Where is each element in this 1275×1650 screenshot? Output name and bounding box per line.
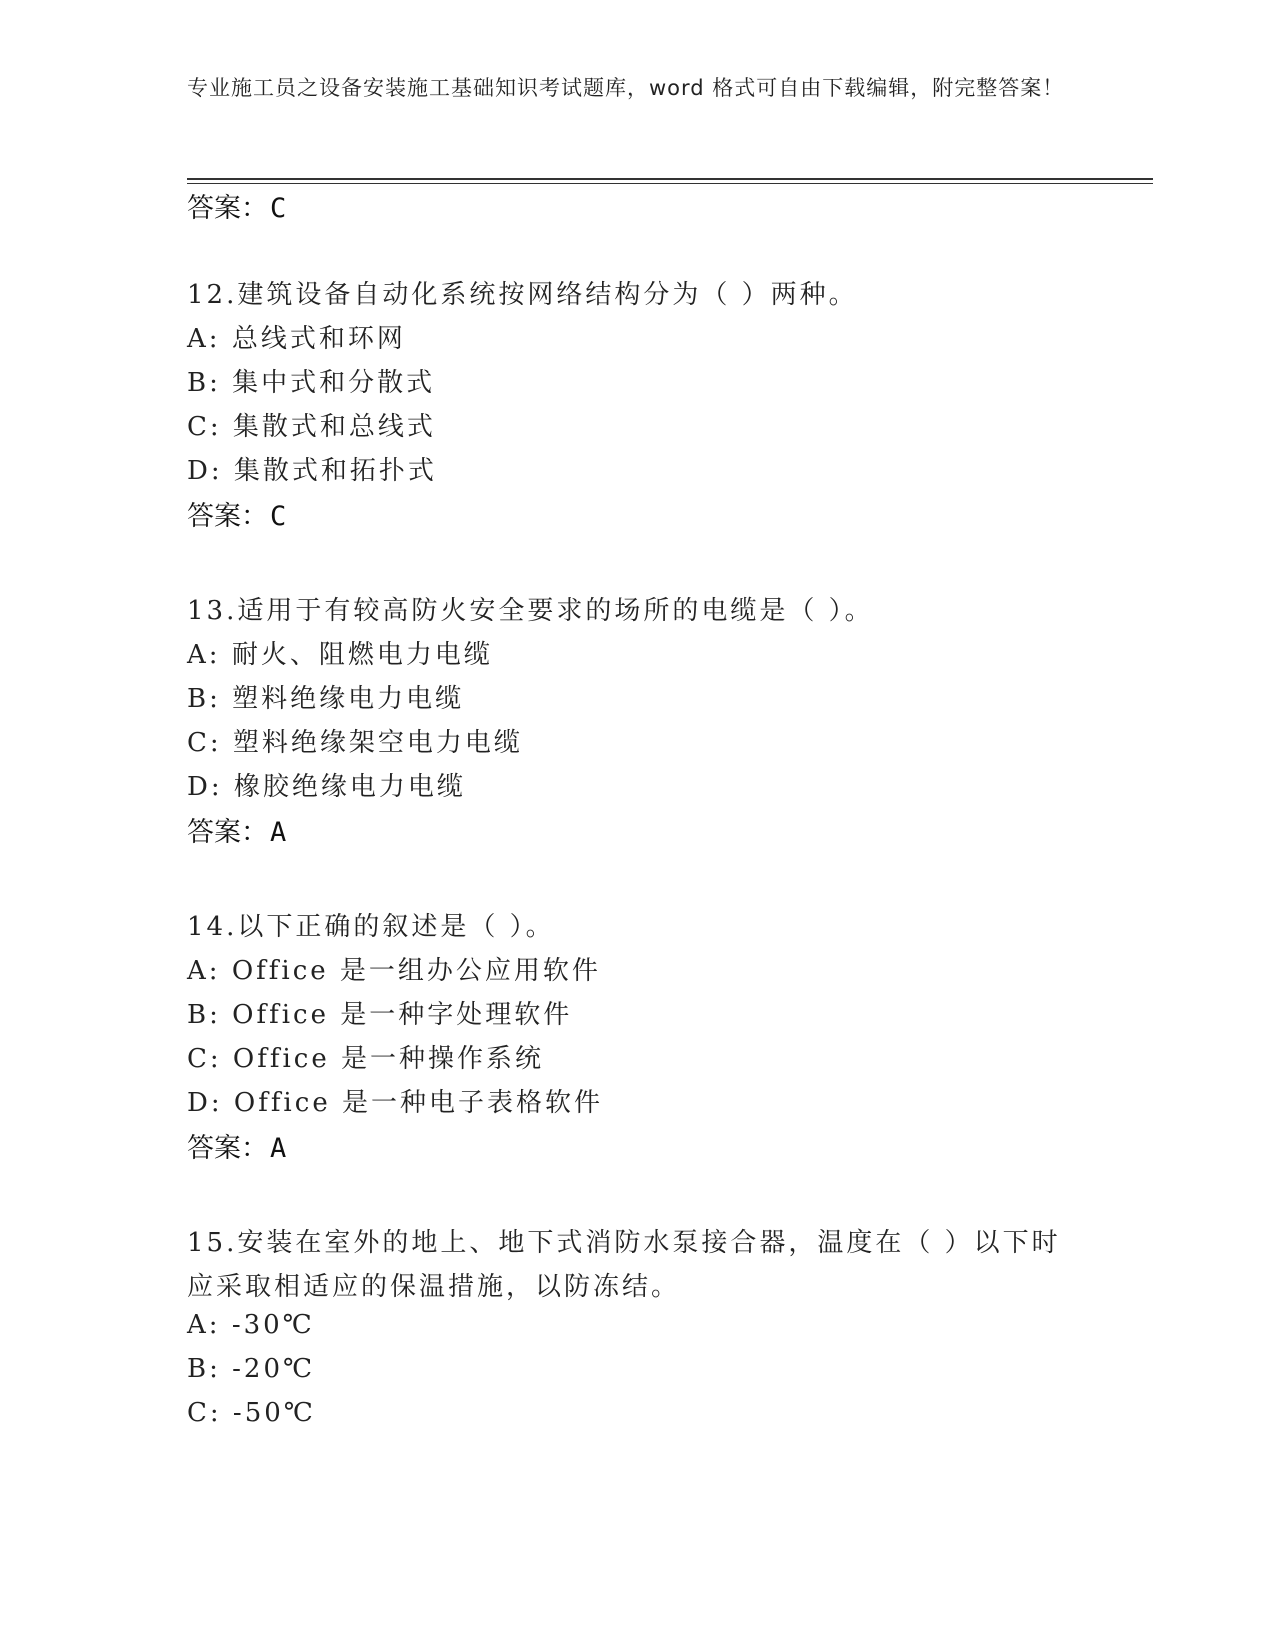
header-text: 专业施工员之设备安装施工基础知识考试题库，word 格式可自由下载编辑，附完整答案！ bbox=[187, 76, 1065, 100]
option-text: 集散式和拓扑式 bbox=[233, 456, 437, 486]
option-b bbox=[187, 994, 572, 1031]
answer-line bbox=[187, 186, 286, 225]
option-text: Office 是一种字处理软件 bbox=[232, 1000, 573, 1030]
option-text: -30℃ bbox=[231, 1310, 315, 1340]
option-a bbox=[187, 634, 493, 671]
question-stem-line-2: 应采取相适应的保温措施，以防冻结。 bbox=[187, 1272, 681, 1302]
question-stem-line-1: 15.安装在室外的地上、地下式消防水泵接合器，温度在（ ）以下时 bbox=[187, 1228, 1061, 1258]
option-c bbox=[187, 722, 523, 759]
answer-value: A bbox=[270, 817, 287, 848]
answer-value: C bbox=[270, 193, 287, 224]
option-text: 总线式和环网 bbox=[231, 324, 406, 354]
option-a bbox=[187, 318, 406, 355]
option-letter: C: bbox=[187, 1398, 222, 1428]
option-text: 塑料绝缘架空电力电缆 bbox=[232, 728, 523, 758]
option-c bbox=[187, 1398, 316, 1428]
option-letter: D: bbox=[187, 1088, 223, 1118]
option-letter: C: bbox=[187, 412, 222, 442]
option-text: 集散式和总线式 bbox=[232, 412, 436, 442]
option-d bbox=[187, 1082, 603, 1119]
answer-label: 答案： bbox=[187, 193, 268, 224]
option-letter: A: bbox=[187, 956, 221, 986]
answer-line bbox=[187, 1126, 286, 1165]
option-b bbox=[187, 678, 464, 715]
answer-label: 答案： bbox=[187, 817, 268, 848]
option-letter: D: bbox=[187, 772, 223, 802]
document-header bbox=[187, 72, 1067, 105]
option-c bbox=[187, 1038, 544, 1075]
option-b bbox=[187, 362, 435, 399]
option-letter: B: bbox=[187, 368, 221, 398]
option-text: 橡胶绝缘电力电缆 bbox=[233, 772, 466, 802]
option-text: 集中式和分散式 bbox=[232, 368, 436, 398]
option-text: Office 是一种电子表格软件 bbox=[233, 1088, 603, 1118]
option-letter: B: bbox=[187, 684, 221, 714]
option-letter: D: bbox=[187, 456, 223, 486]
option-a bbox=[187, 950, 601, 987]
option-text: Office 是一组办公应用软件 bbox=[231, 956, 601, 986]
option-text: -20℃ bbox=[232, 1354, 316, 1384]
answer-label: 答案： bbox=[187, 501, 268, 532]
option-letter: A: bbox=[187, 324, 221, 354]
option-letter: C: bbox=[187, 1044, 222, 1074]
option-letter: C: bbox=[187, 728, 222, 758]
option-text: Office 是一种操作系统 bbox=[232, 1044, 545, 1074]
option-d bbox=[187, 450, 437, 487]
option-a bbox=[187, 1310, 315, 1340]
option-b bbox=[187, 1354, 315, 1384]
answer-line bbox=[187, 810, 286, 849]
question-stem: 14.以下正确的叙述是（ ）。 bbox=[187, 912, 555, 942]
option-letter: B: bbox=[187, 1354, 221, 1384]
answer-value: A bbox=[270, 1133, 287, 1164]
answer-value: C bbox=[270, 501, 287, 532]
option-d bbox=[187, 766, 466, 803]
question-stem: 12.建筑设备自动化系统按网络结构分为（ ）两种。 bbox=[187, 280, 858, 310]
option-letter: B: bbox=[187, 1000, 221, 1030]
question-stem: 13.适用于有较高防火安全要求的场所的电缆是（ ）。 bbox=[187, 596, 874, 626]
option-c bbox=[187, 406, 436, 443]
option-text: 耐火、阻燃电力电缆 bbox=[231, 640, 493, 670]
answer-line bbox=[187, 494, 286, 533]
option-letter: A: bbox=[187, 1310, 221, 1340]
option-text: -50℃ bbox=[232, 1398, 316, 1428]
option-text: 塑料绝缘电力电缆 bbox=[232, 684, 465, 714]
answer-label: 答案： bbox=[187, 1133, 268, 1164]
option-letter: A: bbox=[187, 640, 221, 670]
header-divider-thin bbox=[187, 183, 1153, 184]
header-divider-thick bbox=[187, 178, 1153, 180]
